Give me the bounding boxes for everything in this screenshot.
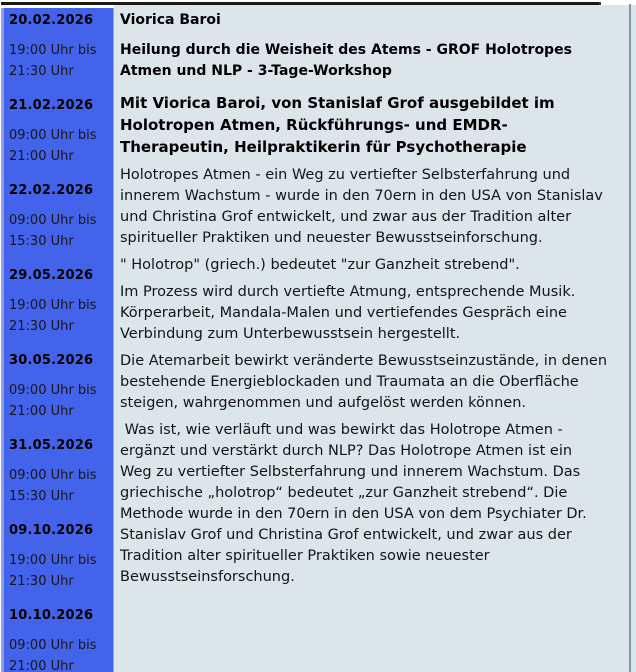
description-paragraph: Holotropes Atmen - ein Weg zu vertiefter Selbsterfahrung und innerem Wachstum - wurde in den 70ern in den USA von Stanislav und Christina Grof entwickelt, und zwar aus der Tradition alter spiritueller Praktiken und neuester Bewusstseinforschung.	[120, 167, 608, 246]
schedule-entry	[9, 605, 110, 672]
time-from: 19:00 Uhr bis	[9, 298, 97, 313]
time-to: 21:00 Uhr	[9, 659, 74, 672]
time-to: 21:30 Uhr	[9, 64, 74, 79]
schedule-entry	[9, 95, 110, 167]
event-time	[9, 550, 110, 592]
event-date: 10.10.2026	[9, 608, 94, 623]
description-paragraph: " Holotrop" (griech.) bedeutet "zur Ganzheit strebend".	[120, 257, 520, 273]
description-paragraph: Was ist, wie verläuft und was bewirkt das Holotrope Atmen - ergänzt und verstärkt durch NLP? Das Holotrope Atmen ist ein Weg zu vertiefter Selbsterfahrung und innerem Wachstum. Das griechische „holotrop“ bedeutet „zur Ganzheit strebend“. Die Methode wurde in den 70ern in den USA von dem Psychiater Dr. Stanislav Grof und Christina Grof entwickelt, und zwar aus der Tradition alter spiritueller Praktiken sowie neuester Bewusstseinsforschung.	[120, 422, 592, 585]
event-date: 09.10.2026	[9, 523, 94, 538]
schedule-entry	[9, 350, 110, 422]
time-to: 15:30 Uhr	[9, 234, 74, 249]
event-time	[9, 380, 110, 422]
schedule-entry	[9, 180, 110, 252]
event-time	[9, 295, 110, 337]
schedule-sidebar	[1, 8, 114, 672]
event-date: 21.02.2026	[9, 98, 94, 113]
time-from: 19:00 Uhr bis	[9, 43, 97, 58]
schedule-entry	[9, 265, 110, 337]
event-time	[9, 210, 110, 252]
time-from: 09:00 Uhr bis	[9, 638, 97, 653]
time-from: 09:00 Uhr bis	[9, 468, 97, 483]
time-from: 19:00 Uhr bis	[9, 553, 97, 568]
event-time	[9, 635, 110, 672]
time-to: 21:30 Uhr	[9, 574, 74, 589]
schedule-entry	[9, 435, 110, 507]
schedule-entry	[9, 520, 110, 592]
description-paragraph: Die Atemarbeit bewirkt veränderte Bewusstseinzustände, in denen bestehende Energieblockaden und Traumata an die Oberfläche steigen, wahrgenommen und aufgelöst werden können.	[120, 353, 612, 411]
event-description-panel	[114, 5, 636, 672]
event-date: 22.02.2026	[9, 183, 94, 198]
time-to: 21:00 Uhr	[9, 149, 74, 164]
time-from: 09:00 Uhr bis	[9, 213, 97, 228]
presenter-name: Viorica Baroi	[120, 12, 221, 28]
event-time	[9, 465, 110, 507]
event-date: 31.05.2026	[9, 438, 94, 453]
event-title: Heilung durch die Weisheit des Atems - GROF Holotropes Atmen und NLP - 3-Tage-Workshop	[120, 42, 572, 79]
time-from: 09:00 Uhr bis	[9, 128, 97, 143]
event-date: 29.05.2026	[9, 268, 94, 283]
event-time	[9, 40, 110, 82]
time-from: 09:00 Uhr bis	[9, 383, 97, 398]
event-date: 30.05.2026	[9, 353, 94, 368]
event-time	[9, 125, 110, 167]
time-to: 21:30 Uhr	[9, 319, 74, 334]
schedule-entry	[9, 10, 110, 82]
event-subtitle: Mit Viorica Baroi, von Stanislaf Grof ausgebildet im Holotropen Atmen, Rückführungs- und EMDR-Therapeutin, Heilpraktikerin für Psychotherapie	[120, 94, 555, 156]
time-to: 21:00 Uhr	[9, 404, 74, 419]
event-date: 20.02.2026	[9, 13, 94, 28]
time-to: 15:30 Uhr	[9, 489, 74, 504]
description-paragraph: Im Prozess wird durch vertiefte Atmung, entsprechende Musik. Körperarbeit, Mandala-Malen und vertiefendes Gespräch eine Verbindung zum Unterbewusstsein hergestellt.	[120, 284, 580, 342]
right-border-line	[629, 4, 631, 672]
